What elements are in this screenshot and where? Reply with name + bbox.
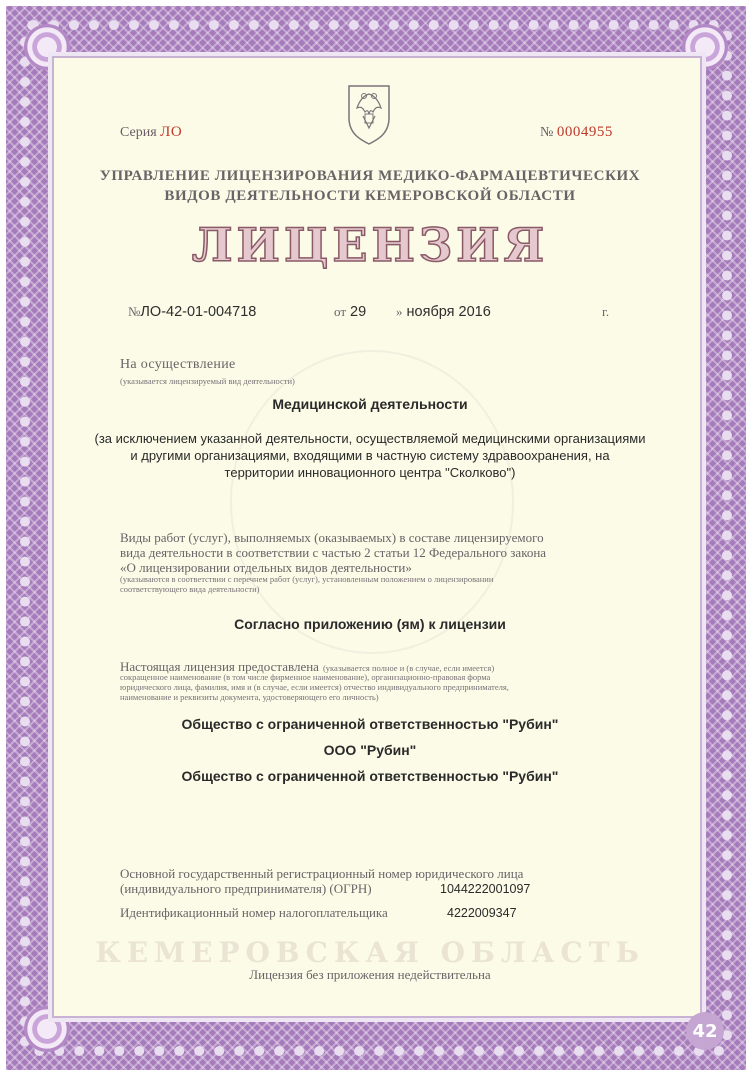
ogrn-label: Основной государственный регистрационный номер юридического лица (индивидуального предпринимателя) (ОГРН) bbox=[120, 866, 524, 896]
grantee-caption: (указывается полное и (в случае, если имеется) bbox=[322, 663, 495, 673]
works-value: Согласно приложению (ям) к лицензии bbox=[234, 616, 506, 632]
works-label: Виды работ (услуг), выполняемых (оказываемых) в составе лицензируемого вида деятельности в соответствии с частью 2 статьи 12 Федерального закона «О лицензировании отдельных видов деятельности» bbox=[120, 530, 547, 575]
grantee-firm-name: Общество с ограниченной ответственностью "Рубин" bbox=[181, 768, 559, 784]
year-suffix: г. bbox=[602, 304, 610, 319]
activity-exclusion: (за исключением указанной деятельности, осуществляемой медицинскими организациями и другими организациями, входящими в частную систему здравоохранения, на территории инновационного центра "Сколково") bbox=[94, 431, 646, 480]
license-number: №ЛО-42-01-004718 bbox=[128, 304, 257, 320]
ogrn-value: 1044222001097 bbox=[440, 882, 531, 896]
coat-of-arms-icon bbox=[343, 82, 395, 146]
grantee-caption-block: сокращенное наименование (в том числе фирменное наименование), организационно-правовая форма юридического лица, фамилия, имя и (в случае, если имеется) отчество индивидуального предпринимателя, наименование и реквизиты документа, удостоверяющего его личность) bbox=[120, 672, 509, 702]
license-day: 29 bbox=[350, 304, 367, 320]
series-value: ЛО bbox=[160, 124, 183, 140]
license-month-year: » ноября 2016 bbox=[396, 304, 491, 320]
inn-value: 4222009347 bbox=[447, 906, 517, 920]
grantee-label: Настоящая лицензия предоставлена bbox=[120, 659, 319, 674]
works-caption: (указываются в соответствии с перечнем работ (услуг), установленным положением о лицензировании соответствующего вида деятельности) bbox=[120, 574, 494, 594]
form-number: № 0004955 bbox=[540, 124, 613, 140]
inn-label: Идентификационный номер налогоплательщика bbox=[120, 905, 388, 920]
region-watermark: КЕМЕРОВСКАЯ ОБЛАСТЬ bbox=[95, 936, 645, 969]
activity-label: На осуществление bbox=[120, 357, 236, 372]
activity-value: Медицинской деятельности bbox=[272, 396, 468, 412]
license-date-from: от 29 bbox=[334, 304, 367, 320]
issuing-authority: УПРАВЛЕНИЕ ЛИЦЕНЗИРОВАНИЯ МЕДИКО-ФАРМАЦЕВТИЧЕСКИХ ВИДОВ ДЕЯТЕЛЬНОСТИ КЕМЕРОВСКОЙ ОБЛАСТИ bbox=[99, 168, 641, 204]
document-title: ЛИЦЕНЗИЯ bbox=[191, 218, 549, 272]
page-number-badge: 42 bbox=[686, 1012, 724, 1050]
grantee-full-name: Общество с ограниченной ответственностью "Рубин" bbox=[181, 716, 559, 732]
grantee-short-name: ООО "Рубин" bbox=[323, 742, 417, 758]
validity-note: Лицензия без приложения недействительна bbox=[249, 967, 491, 982]
form-number-value: 0004955 bbox=[556, 124, 613, 140]
series-label: Серия ЛО bbox=[120, 124, 183, 140]
activity-caption: (указывается лицензируемый вид деятельности) bbox=[120, 376, 295, 386]
